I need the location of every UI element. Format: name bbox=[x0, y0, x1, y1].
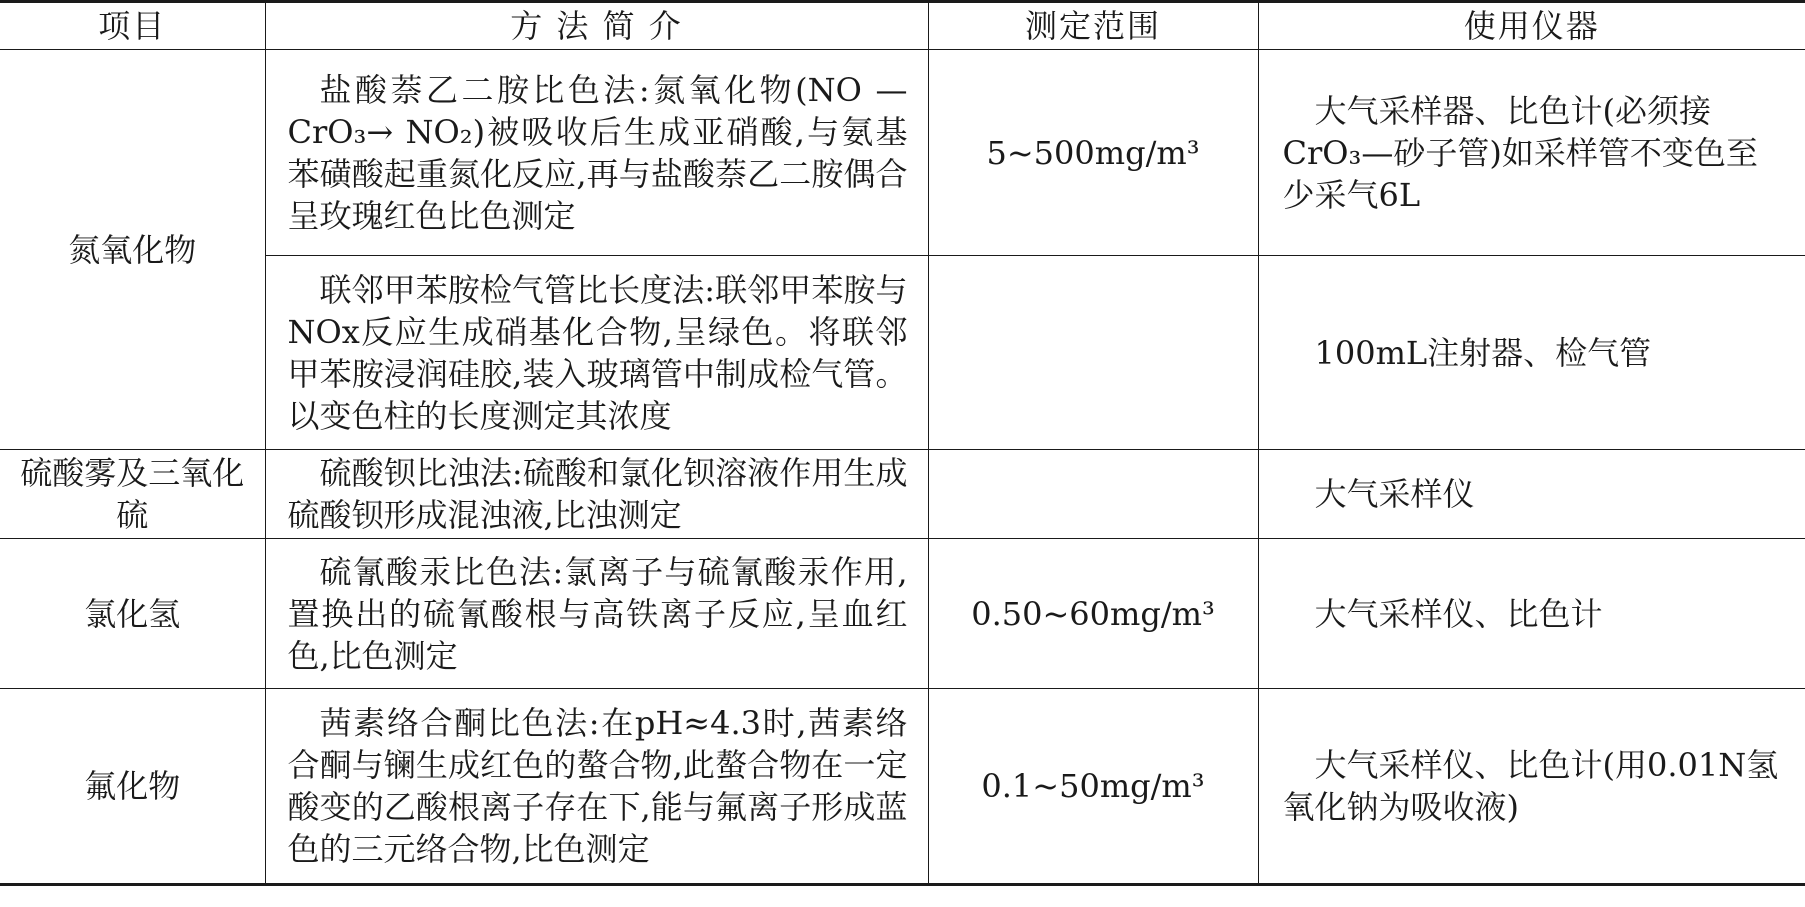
table-row bbox=[0, 450, 1805, 539]
range-cell: 0.1~50mg/m³ bbox=[928, 689, 1258, 885]
range-cell bbox=[928, 256, 1258, 450]
table-row bbox=[0, 256, 1805, 450]
table-row bbox=[0, 689, 1805, 885]
header-method: 方 法 简 介 bbox=[265, 2, 928, 50]
header-range: 测定范围 bbox=[928, 2, 1258, 50]
table-row bbox=[0, 539, 1805, 689]
table-row bbox=[0, 50, 1805, 256]
header-instrument: 使用仪器 bbox=[1258, 2, 1805, 50]
item-cell: 硫酸雾及三氧化硫 bbox=[0, 450, 265, 539]
header-row bbox=[0, 2, 1805, 50]
range-cell bbox=[928, 450, 1258, 539]
instrument-cell: 大气采样仪 bbox=[1258, 450, 1805, 539]
method-cell: 茜素络合酮比色法:在pH≈4.3时,茜素络合酮与镧生成红色的螯合物,此螯合物在一定酸变的乙酸根离子存在下,能与氟离子形成蓝色的三元络合物,比色测定 bbox=[265, 689, 928, 885]
item-cell: 氟化物 bbox=[0, 689, 265, 885]
method-cell: 硫酸钡比浊法:硫酸和氯化钡溶液作用生成硫酸钡形成混浊液,比浊测定 bbox=[265, 450, 928, 539]
item-cell: 氮氧化物 bbox=[0, 50, 265, 450]
method-cell: 盐酸萘乙二胺比色法:氮氧化物(NO —CrO₃→ NO₂)被吸收后生成亚硝酸,与氨基苯磺酸起重氮化反应,再与盐酸萘乙二胺偶合呈玫瑰红色比色测定 bbox=[265, 50, 928, 256]
method-cell: 联邻甲苯胺检气管比长度法:联邻甲苯胺与NOx反应生成硝基化合物,呈绿色。将联邻甲苯胺浸润硅胶,装入玻璃管中制成检气管。以变色柱的长度测定其浓度 bbox=[265, 256, 928, 450]
item-cell: 氯化氢 bbox=[0, 539, 265, 689]
range-cell: 0.50~60mg/m³ bbox=[928, 539, 1258, 689]
instrument-cell: 大气采样仪、比色计(用0.01N氢氧化钠为吸收液) bbox=[1258, 689, 1805, 885]
instrument-cell: 大气采样仪、比色计 bbox=[1258, 539, 1805, 689]
instrument-cell: 100mL注射器、检气管 bbox=[1258, 256, 1805, 450]
range-cell: 5~500mg/m³ bbox=[928, 50, 1258, 256]
method-cell: 硫氰酸汞比色法:氯离子与硫氰酸汞作用,置换出的硫氰酸根与高铁离子反应,呈血红色,比色测定 bbox=[265, 539, 928, 689]
header-item: 项目 bbox=[0, 2, 265, 50]
instrument-cell: 大气采样器、比色计(必须接CrO₃—砂子管)如采样管不变色至少采气6L bbox=[1258, 50, 1805, 256]
